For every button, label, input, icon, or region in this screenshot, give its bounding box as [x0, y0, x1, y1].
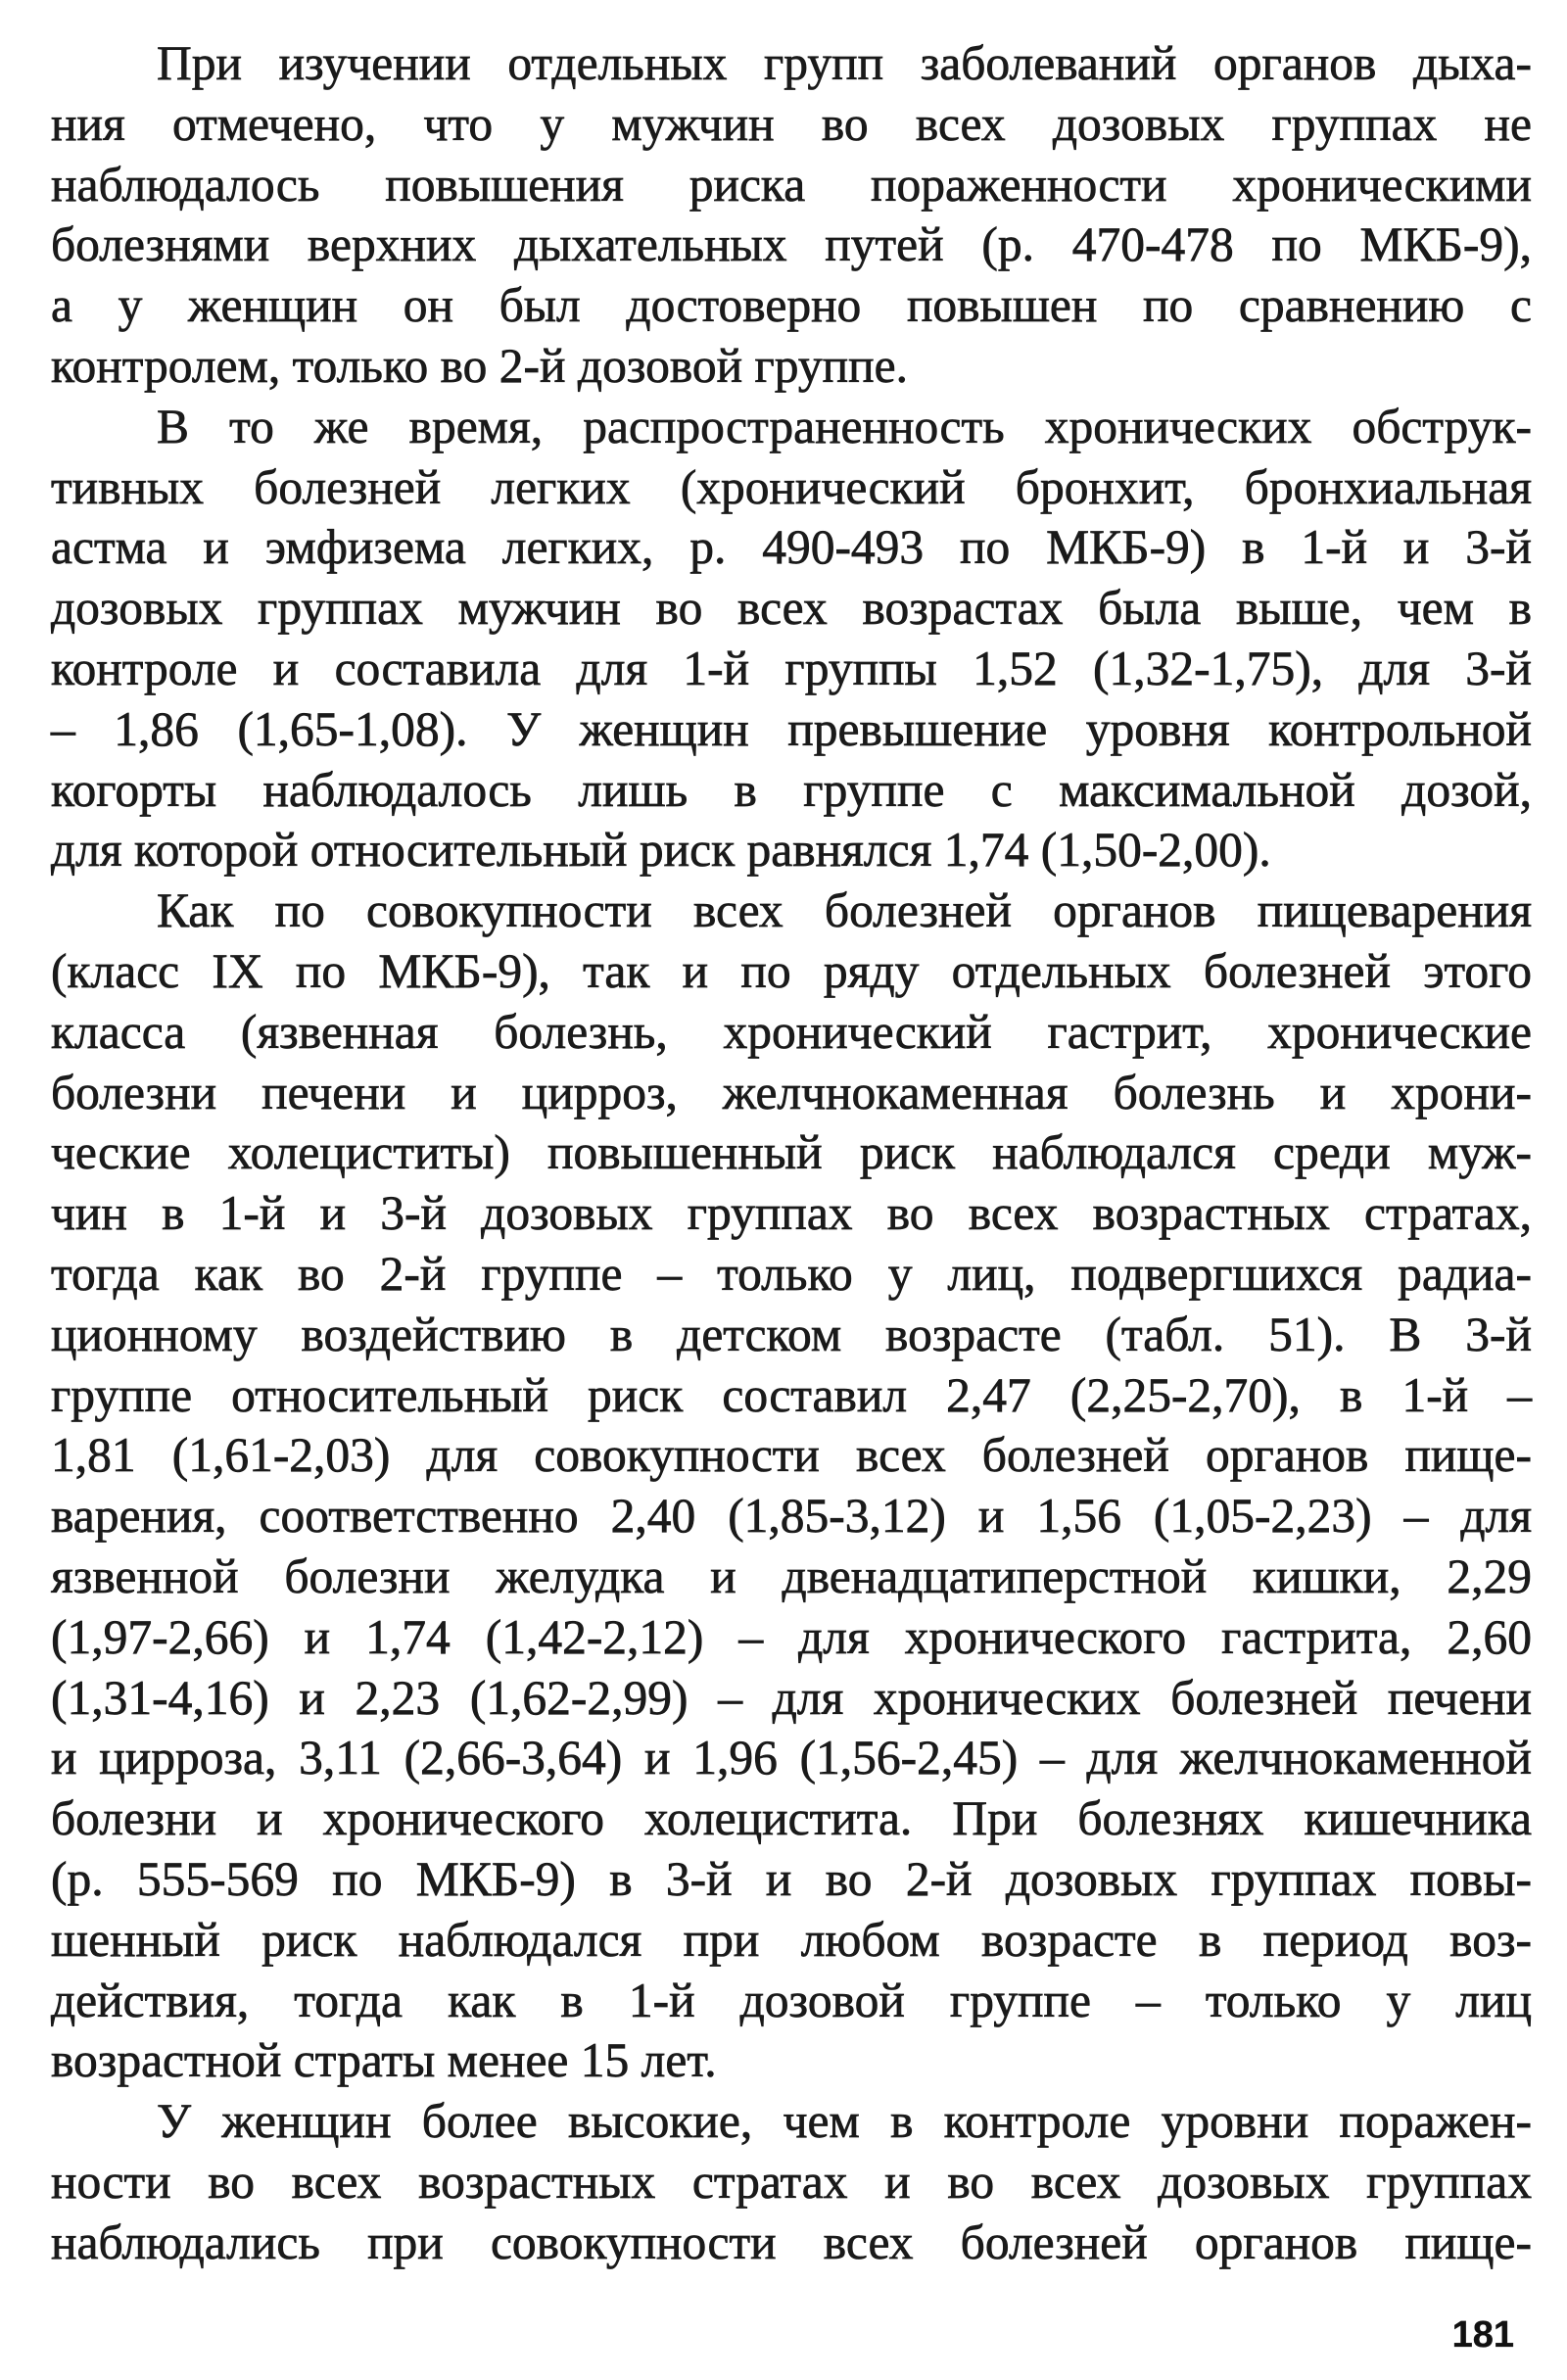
text-line: (класс IX по МКБ-9), так и по ряду отдельных болезней этого: [51, 943, 1532, 998]
paragraph-1: [51, 33, 1532, 397]
text-line: При изучении отдельных групп заболеваний органов дыха-: [157, 36, 1532, 90]
text-line: болезни и хронического холецистита. При болезнях кишечника: [51, 1791, 1532, 1846]
text-line: тогда как во 2-й группе – только у лиц, подвергшихся радиа-: [51, 1246, 1532, 1301]
text-line: контроле и составила для 1-й группы 1,52 (1,32-1,75), для 3-й: [51, 641, 1532, 695]
text-line: возрастной страты менее 15 лет.: [51, 2033, 717, 2088]
text-line: (р. 555-569 по МКБ-9) в 3-й и во 2-й дозовых группах повы-: [51, 1851, 1532, 1906]
text-line: и цирроза, 3,11 (2,66-3,64) и 1,96 (1,56-2,45) – для желчнокаменной: [51, 1731, 1532, 1785]
text-line: болезнями верхних дыхательных путей (р. 470-478 по МКБ-9),: [51, 217, 1532, 272]
text-line: язвенной болезни желудка и двенадцатиперстной кишки, 2,29: [51, 1548, 1532, 1603]
text-line: – 1,86 (1,65-1,08). У женщин превышение уровня контрольной: [51, 701, 1532, 756]
text-line: чин в 1-й и 3-й дозовых группах во всех возрастных стратах,: [51, 1186, 1532, 1241]
text-line: 1,81 (1,61-2,03) для совокупности всех болезней органов пище-: [51, 1428, 1532, 1483]
text-line: тивных болезней легких (хронический бронхит, бронхиальная: [51, 459, 1532, 514]
text-line: ционному воздействию в детском возрасте (табл. 51). В 3-й: [51, 1307, 1532, 1361]
text-line: астма и эмфизема легких, р. 490-493 по МКБ-9) в 1-й и 3-й: [51, 520, 1532, 575]
text-line: когорты наблюдалось лишь в группе с максимальной дозой,: [51, 762, 1532, 817]
text-line: а у женщин он был достоверно повышен по сравнению с: [51, 278, 1532, 333]
text-line: шенный риск наблюдался при любом возрасте в период воз-: [51, 1912, 1532, 1967]
text-line: ности во всех возрастных стратах и во всех дозовых группах: [51, 2154, 1532, 2209]
text-line: ческие холециститы) повышенный риск наблюдался среди муж-: [51, 1125, 1532, 1180]
text-line: группе относительный риск составил 2,47 (2,25-2,70), в 1-й –: [51, 1367, 1532, 1422]
text-line: действия, тогда как в 1-й дозовой группе – только у лиц: [51, 1973, 1532, 2027]
text-line: болезни печени и цирроз, желчнокаменная болезнь и хрони-: [51, 1065, 1532, 1119]
text-line: для которой относительный риск равнялся 1,74 (1,50-2,00).: [51, 823, 1271, 878]
text-line: наблюдалось повышения риска пораженности хроническими: [51, 157, 1532, 212]
paragraph-2: [51, 397, 1532, 881]
text-line: (1,97-2,66) и 1,74 (1,42-2,12) – для хронического гастрита, 2,60: [51, 1609, 1532, 1664]
text-line: класса (язвенная болезнь, хронический гастрит, хронические: [51, 1004, 1532, 1059]
text-line: дозовых группах мужчин во всех возрастах была выше, чем в: [51, 581, 1532, 636]
page-number: 181: [1451, 2314, 1514, 2356]
text-line: ния отмечено, что у мужчин во всех дозовых группах не: [51, 96, 1532, 151]
text-line: контролем, только во 2-й дозовой группе.: [51, 338, 908, 393]
text-line: У женщин более высокие, чем в контроле уровни поражен-: [157, 2094, 1532, 2149]
text-line: Как по совокупности всех болезней органов пищеварения: [157, 883, 1532, 938]
text-line: (1,31-4,16) и 2,23 (1,62-2,99) – для хронических болезней печени: [51, 1670, 1532, 1725]
text-line: наблюдались при совокупности всех болезней органов пище-: [51, 2214, 1532, 2269]
document-page: [51, 33, 1532, 2355]
text-line: варения, соответственно 2,40 (1,85-3,12) и 1,56 (1,05-2,23) – для: [51, 1489, 1532, 1544]
text-line: В то же время, распространенность хронических обструк-: [157, 399, 1532, 453]
paragraph-3: [51, 881, 1532, 2091]
paragraph-4: [51, 2091, 1532, 2272]
